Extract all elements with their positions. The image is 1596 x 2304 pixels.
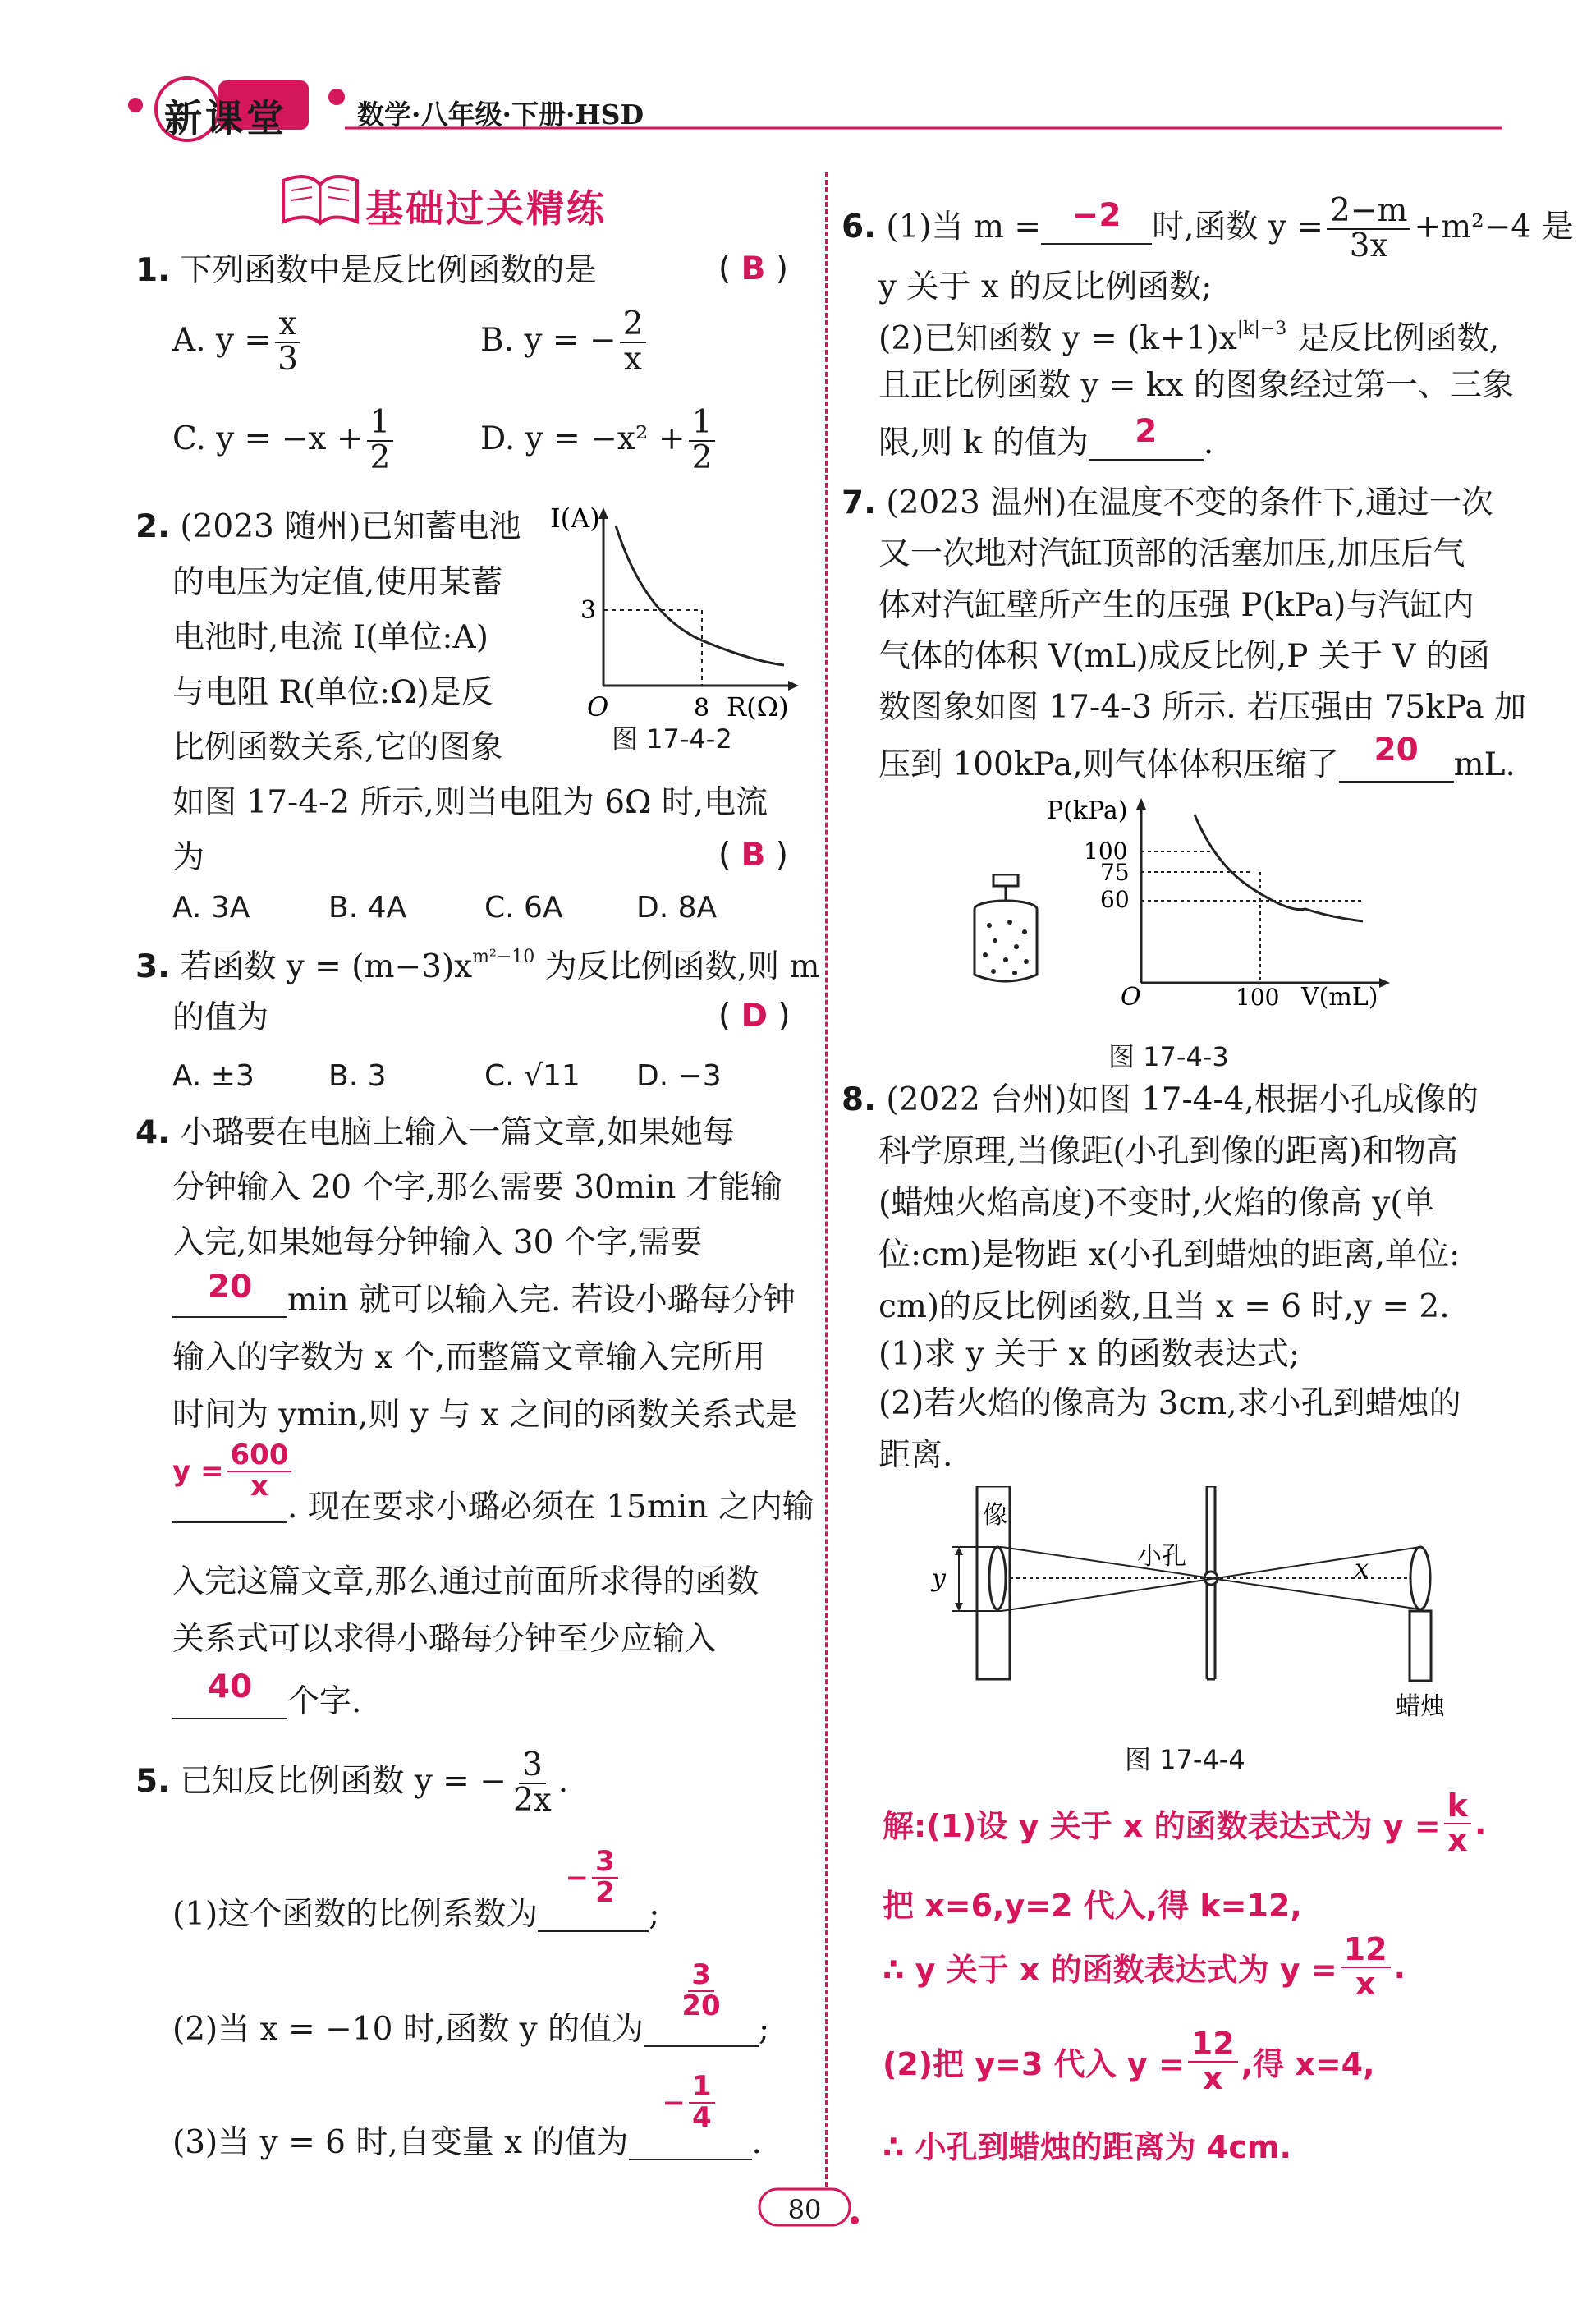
q8-figure-caption: 图 17-4-4: [1125, 1744, 1245, 1775]
header: [123, 64, 1502, 142]
q7-graph-ytick-75: 75: [1100, 859, 1130, 886]
q7-line-2: 又一次地对汽缸顶部的活塞加压,加压后气: [878, 535, 1465, 572]
q8-solution-line-3: ∴ y 关于 x 的函数表达式为 y = $\frac{12}{x}$ .: [883, 1931, 1406, 2002]
q2-line-1: 2. (2023 随州)已知蓄电池: [135, 508, 521, 545]
q6-line-1: 6. (1)当 m = −2 时,函数 y = $\frac{2-m}{3x}$ +m²−4 是: [842, 192, 1574, 264]
q2-graph-xtick: 8: [694, 694, 710, 723]
q8-solution-line-4: (2)把 y=3 代入 y = $\frac{12}{x}$ ,得 x=4,: [883, 2026, 1375, 2096]
q1-stem: 1. 下列函数中是反比例函数的是: [135, 252, 597, 289]
q2-line-6: 如图 17-4-2 所示,则当电阻为 6Ω 时,电流: [172, 784, 768, 821]
q2-answer: ( B ): [718, 837, 788, 874]
q8-solution-line-1: 解:(1)设 y 关于 x 的函数表达式为 y = $\frac{k}{x}$ .: [883, 1788, 1487, 1858]
q3-option-a: A. ±3: [172, 1059, 255, 1093]
q2-graph-caption: 图 17-4-2: [612, 723, 732, 755]
q8-line-2: 科学原理,当像距(小孔到像的距离)和物高: [878, 1133, 1458, 1170]
q8-figure-hole-label: 小孔: [1137, 1542, 1186, 1571]
q2-graph-ylabel: I(A): [550, 503, 600, 534]
q4-line-3: 入完,如果她每分钟输入 30 个字,需要: [172, 1224, 703, 1261]
q8-line-1: 8. (2022 台州)如图 17-4-4,根据小孔成像的: [842, 1081, 1479, 1118]
q8-figure-x-label: x: [1355, 1554, 1369, 1583]
q8-solution-line-2: 把 x=6,y=2 代入,得 k=12,: [883, 1888, 1302, 1924]
q8-figure-image-label: 像: [983, 1501, 1007, 1530]
q8-line-5: cm)的反比例函数,且当 x = 6 时,y = 2.: [878, 1288, 1450, 1325]
q7-graph-ytick-100: 100: [1084, 838, 1128, 865]
q7-line-1: 7. (2023 温州)在温度不变的条件下,通过一次: [842, 484, 1493, 521]
q1-option-c: C. y = −x + $\frac{1}{2}$: [172, 406, 397, 475]
q8-line-7: (2)若火焰的像高为 3cm,求小孔到蜡烛的: [878, 1385, 1461, 1422]
q4-line-5: 输入的字数为 x 个,而整篇文章输入完所用: [172, 1339, 766, 1376]
q4-line-6: 时间为 ymin,则 y 与 x 之间的函数关系式是: [172, 1397, 798, 1434]
q7-graph-caption: 图 17-4-3: [1108, 1041, 1229, 1072]
q3-option-c: C. √11: [484, 1059, 580, 1093]
q6-line-3: (2)已知函数 $y = (k+1)x^{|k|-3}$ 是反比例函数,: [878, 319, 1500, 357]
book-icon: [275, 164, 365, 230]
q3-line-2: 的值为: [172, 999, 269, 1036]
page-number-badge: 80: [751, 2184, 866, 2230]
q6-line-4: 且正比例函数 y = kx 的图象经过第一、三象: [878, 367, 1514, 404]
q7-line-5: 数图象如图 17-4-3 所示. 若压强由 75kPa 加: [878, 689, 1526, 726]
q4-line-4: 20 min 就可以输入完. 若设小璐每分钟: [172, 1284, 796, 1318]
q2-graph-ytick: 3: [580, 596, 597, 625]
q2-line-4: 与电阻 R(单位:Ω)是反: [172, 674, 493, 711]
q4-line-8: 入完这篇文章,那么通过前面所求得的函数: [172, 1563, 759, 1600]
q2-option-c: C. 6A: [484, 891, 563, 925]
q6-line-5: 限,则 k 的值为 2 .: [878, 413, 1214, 461]
q8-figure-candle-label: 蜡烛: [1396, 1692, 1445, 1721]
q7-graph: [1034, 790, 1412, 1020]
q2-graph-xlabel: R(Ω): [727, 691, 789, 723]
header-subject: 数学·八年级·下册·HSD: [357, 99, 644, 131]
q5-part-1: (1)这个函数的比例系数为 − $\frac{3}{2}$ ;: [172, 1845, 660, 1933]
q8-figure-y-label: y: [932, 1564, 946, 1593]
q4-line-2: 分钟输入 20 个字,那么需要 30min 才能输: [172, 1169, 782, 1206]
q8-line-6: (1)求 y 关于 x 的函数表达式;: [878, 1336, 1300, 1373]
header-logo-graphic: [123, 64, 1502, 142]
q4-line-1: 4. 小璐要在电脑上输入一篇文章,如果她每: [135, 1114, 735, 1151]
q8-line-8: 距离.: [878, 1437, 953, 1474]
q7-line-3: 体对汽缸壁所产生的压强 P(kPa)与汽缸内: [878, 587, 1474, 624]
q1-option-d: D. y = −x² + $\frac{1}{2}$: [480, 406, 718, 475]
q3-line-1: 3. 若函数 $y = (m-3)x^{m^2-10}$ 为反比例函数,则 m: [135, 947, 820, 985]
q3-answer: ( D ): [718, 998, 791, 1035]
q7-line-4: 气体的体积 V(mL)成反比例,P 关于 V 的函: [878, 638, 1490, 675]
q4-line-10: 40 个字.: [172, 1686, 361, 1719]
q5-part-2: (2)当 x = −10 时,函数 y 的值为 $\frac{3}{20}$ ;: [172, 1958, 770, 2048]
q4-line-9: 关系式可以求得小璐每分钟至少应输入: [172, 1621, 718, 1658]
q1-option-b: B. y = − $\frac{2}{x}$: [480, 308, 649, 377]
q5-stem: 5. 已知反比例函数 y = − $\frac{3}{2x}$ .: [135, 1746, 569, 1819]
q2-line-7: 为: [172, 839, 205, 876]
q2-option-b: B. 4A: [328, 891, 407, 925]
q2-line-2: 的电压为定值,使用某蓄: [172, 564, 503, 601]
q7-graph-xlabel: V(mL): [1301, 983, 1378, 1012]
q4-line-7: y = $\frac{600}{x}$ . 现在要求小璐必须在 15min 之内输: [172, 1439, 814, 1526]
q8-line-4: 位:cm)是物距 x(小孔到蜡烛的距离,单位:: [878, 1237, 1461, 1274]
q8-line-3: (蜡烛火焰高度)不变时,火焰的像高 y(单: [878, 1185, 1435, 1222]
q7-graph-origin: O: [1121, 983, 1141, 1012]
q7-graph-ylabel: P(kPa): [1047, 796, 1128, 825]
q2-option-d: D. 8A: [636, 891, 718, 925]
q7-graph-ytick-60: 60: [1100, 886, 1130, 913]
q2-option-a: A. 3A: [172, 891, 250, 925]
q2-graph: [538, 501, 809, 723]
q7-line-6: 压到 100kPa,则气体体积压缩了 20 mL.: [878, 732, 1516, 783]
q1-option-a: A. y = $\frac{x}{3}$: [172, 308, 305, 377]
q8-solution-line-5: ∴ 小孔到蜡烛的距离为 4cm.: [883, 2129, 1291, 2165]
q1-answer: ( B ): [718, 250, 788, 287]
q2-line-5: 比例函数关系,它的图象: [172, 729, 503, 766]
q2-line-3: 电池时,电流 I(单位:A): [172, 619, 488, 656]
q3-option-b: B. 3: [328, 1059, 387, 1093]
q6-line-2: y 关于 x 的反比例函数;: [878, 268, 1213, 305]
q8-pinhole-figure: [928, 1486, 1494, 1724]
column-divider: [825, 172, 828, 2209]
q5-part-3: (3)当 y = 6 时,自变量 x 的值为 − $\frac{1}{4}$ .: [172, 2070, 762, 2161]
header-logo-text: 新课堂: [164, 96, 287, 140]
q2-graph-origin: O: [587, 691, 609, 723]
q3-option-d: D. −3: [636, 1059, 722, 1093]
q7-graph-xtick: 100: [1236, 984, 1280, 1011]
